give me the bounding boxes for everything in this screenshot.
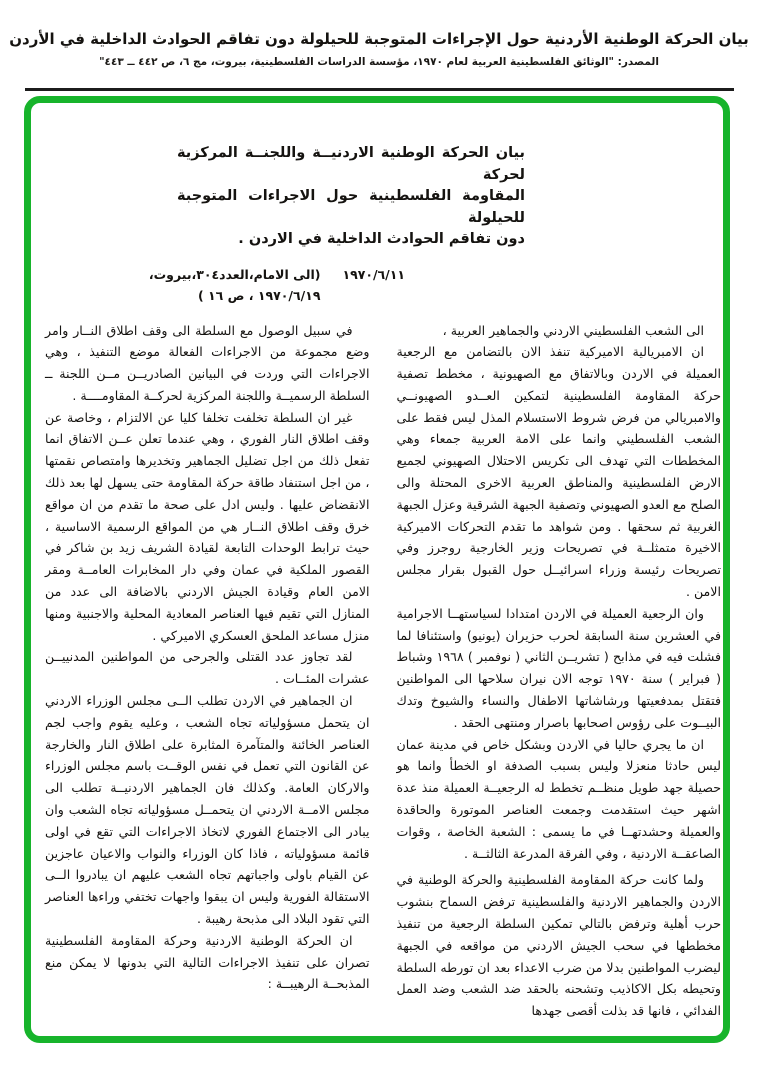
paragraph: وان الرجعية العميلة في الاردن امتدادا لسياستهــا الاجرامية في العشرين سنة السابقة لحرب حزيران (يونيو) واستئنافا لما فشلت فيه في مذابح ( تشريــن الثاني ( نوفمبر ) ١٩٦٨ وشباط ( فبراير ) سنة ١٩٧٠ توجه الان نيران سلاحها الى المواطنين فتقتل بمدفعيتها ورشاشاتها الاطفال والنساء والشيوخ وتدك البيــوت على رؤوس اصحابها باصرار ومنتهى الحقد . — [396, 605, 721, 730]
body-column-left — [45, 320, 370, 1023]
document-title-line-3: دون تفاقم الحوادث الداخلية في الاردن . — [238, 231, 525, 247]
document-date: ١٩٧٠/٦/١١ — [342, 266, 405, 282]
document-title-line-1: بيان الحركة الوطنية الاردنيــة واللجنــة المركزية لحركة — [177, 145, 525, 183]
paragraph: ولما كانت حركة المقاومة الفلسطينية والحركة الوطنية في الاردن والجماهير الاردنية والفلسطينية ترفض السماح بنشوب حرب أهلية وترفض بالتالي تمكين السلطة الرجعية من تنفيذ مخططها في سحب الجيش الاردني من مواقعه في الجبهة ليضرب المواطنين بدلا من ضرب الاعداء بعد ان تورطه السلطة وتحيطه بكل الاكاذيب وتشحنه بالحقد ضد الشعب وضد العمل الفدائي ، فانها قد بذلت أقصى جهدها — [396, 872, 721, 1019]
paragraph: غير ان السلطة تخلفت تخلفا كليا عن الالتزام ، وخاصة عن وقف اطلاق النار الفوري ، وهي عندما تعلن عــن الاتفاق انما تفعل ذلك من اجل تضليل الجماهير وتخديرها وامتصاص نقمتها ، من اجل استنفاد طاقة حركة المقاومة حتى يسهل لها بعد ذلك الانقضاض عليها . وليس ادل على صحة ما تقدم من ان مواقع خرق وقف اطلاق النــار هي من المواقع الرسمية الاساسية ، حيث ترابط الوحدات التابعة لقيادة الشريف زيد بن شاكر في القصور الملكية في عمان وفي دار المخابرات العامــة ومقر الامن العام وقيادة الجيش الاردني بالاضافة الى عدد من المنازل التي تقيم فيها العناصر المعادية المحلية والاجنبية ومنها منزل مساعد الملحق العسكري الاميركي . — [45, 409, 370, 643]
header-divider — [25, 88, 734, 91]
paragraph: ان الحركة الوطنية الاردنية وحركة المقاومة الفلسطينية تصران على تنفيذ الاجراءات التالية التي بدونها لا يمكن منع المذبحــة الرهيبــة : — [45, 932, 370, 992]
source-citation: المصدر: "الوثائق الفلسطينية العربية لعام ١٩٧٠، مؤسسة الدراسات الفلسطينية، بيروت، مج ٦، ص ٤٤٢ ــ ٤٤٣" — [99, 56, 659, 68]
document-publication-citation — [149, 264, 321, 306]
body-column-right — [397, 320, 722, 1023]
citation-line-1: (الى الامام،العدد٣٠٤،بيروت، — [148, 266, 321, 282]
page-title: بيان الحركة الوطنية الأردنية حول الإجراءات المتوجبة للحيلولة دون تفاقم الحوادث الداخلية في الأردن — [9, 30, 749, 48]
paragraph: ان الجماهير في الاردن تطلب الــى مجلس الوزراء الاردني ان يتحمل مسؤولياته تجاه الشعب ، وعليه يقوم واجب لجم العناصر الخائنة والمتآمرة المثابرة على اطلاق النار والخارجة عن القانون التي تعمل في نفس الوقــت باسم مجلس الوزراء والاركان العامة. وكذلك فان الجماهير الاردنيــة تطلب الى مجلس الامــة الاردني ان يتحمــل مسؤولياته تجاه الشعب وان يبادر الى الاجتماع الفوري لاتخاذ الاجراءات التي تقع في اولى قائمة مسؤولياته ، فاذا كان الوزراء والنواب والاعيان عاجزين عن القيام باولى واجباتهم تجاه الشعب عليهم ان يبادروا الــى الاستقالة الفورية وليس ان يبقوا واجهات تختفي وراءها العناصر التي تقود البلاد الى مذبحة رهيبة . — [45, 693, 370, 927]
paragraph: ان الامبريالية الاميركية تنفذ الان بالتضامن مع الرجعية العميلة في الاردن وبالاتفاق مع الصهيونية ، مخطط تصفية حركة المقاومة الفلسطينية لتمكين العــدو الصهيونــي والامبريالي من فرض شروط الاستسلام المذل ليس فقط على الشعب الفلسطيني وانما على الامة العربية جمعاء وهي المخططات التي تهدف الى تكريس الاحتلال الصهيوني لجميع الارض الفلسطينية والمناطق العربية الاخرى المحتلة والى الصلح مع العدو الصهيوني وتصفية الجبهة الشرقية وعزل الجبهة الغربية ثم سحقها . ومن شواهد ما تقدم التحركات الاميركية الاخيرة متمثلــة في تصريحات وزير الخارجية روجرز وفي تصريحات رئيسة وزراء اسرائيــل حول القبول بقرار مجلس الامن . — [396, 344, 721, 600]
paragraph: لقد تجاوز عدد القتلى والجرحى من المواطنين المدنييــن عشرات المئــات . — [45, 649, 370, 687]
scanned-document-frame — [24, 96, 730, 1043]
document-dateline — [31, 264, 405, 306]
page-header — [0, 0, 758, 68]
paragraph-salutation: الى الشعب الفلسطيني الاردني والجماهير العربية ، — [442, 322, 704, 338]
document-title-block — [177, 143, 525, 251]
scanned-document-page — [31, 143, 723, 1043]
paragraph: ان ما يجري حاليا في الاردن وبشكل خاص في مدينة عمان ليس حادثا منعزلا وليس بسبب الصدفة او الخطأ وانما هو حصيلة جهد طويل منظــم تخطط له الرجعيــة العميلة منذ عدة اشهر حيث استقدمت وجمعت العناصر الموتورة والحاقدة والعميلة وحشدتهــا في ما يسمى : الشعبة الخاصة ، وقوات الصاعقــة الاردنية ، وفي الفرقة المدرعة الثالثــة . — [396, 736, 721, 861]
document-body-columns — [31, 320, 723, 1023]
document-title-line-2: المقاومة الفلسطينية حول الاجراءات المتوجبة للحيلولة — [177, 188, 525, 226]
paragraph: في سبيل الوصول مع السلطة الى وقف اطلاق النــار وامر وضع مجموعة من الاجراءات الفعالة موضع التنفيذ ، وهي الاجراءات التي وردت في البيانين الصادريــن مــن اللجنة ــ السلطة الرسميــة واللجنة المركزية لحركــة المقاومــــة . — [45, 322, 370, 403]
citation-line-2: ١٩٧٠/٦/١٩ ، ص ١٦ ) — [197, 287, 321, 303]
